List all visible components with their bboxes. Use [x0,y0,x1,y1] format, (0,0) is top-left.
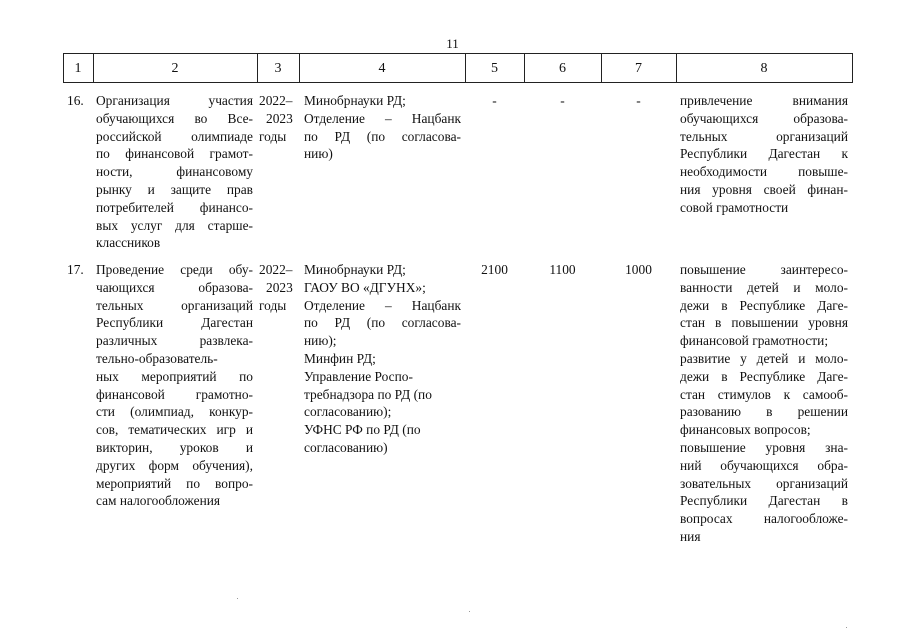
text-line: финансовой грамотности; [680,333,829,349]
text-line: повышение заинтересо- [680,262,848,277]
text-line: ванности детей и моло- [680,279,848,295]
text-line: Республики Дагестан к [680,146,848,162]
text-line: тельно-образователь- [96,350,218,366]
text-line: нию) [304,146,333,162]
row-number: 17. [67,262,84,277]
text-line: сов, тематических игр и [96,422,253,438]
column-header-2: 2 [171,61,179,76]
text-line: тельных организаций [96,297,253,313]
text-line: чающихся образова- [96,279,253,295]
text-line: Отделение – Нацбанк [304,110,461,126]
funding-total-cell: 1000 [625,262,652,277]
text-line: Республики Дагестан в [680,493,848,509]
text-line: 2023 [266,279,293,295]
period-cell [259,92,299,145]
text-line: требнадзора по РД (по [304,386,432,402]
text-line: Организация участия [96,93,253,108]
column-header-6: 6 [559,61,566,76]
text-line: повышение уровня зна- [680,439,848,455]
text-line: стан в повышении уровня [680,315,848,331]
executors-cell [304,261,461,457]
text-line: вых услуг для старше- [96,217,253,233]
event-name-cell [96,92,253,252]
table-top-border [63,53,852,54]
column-header-7: 7 [635,61,642,76]
text-line: дежи в Республике Даге- [680,297,848,313]
text-line: стан стимулов к самооб- [680,386,848,402]
scan-speck [846,627,847,628]
funding-2023-cell: 1100 [549,262,576,277]
text-line: викторин, уроков и [96,439,253,455]
text-line: классников [96,235,161,251]
text-line: УФНС РФ по РД (по [304,422,421,438]
text-line: необходимости повыше- [680,164,848,180]
funding-2022-cell: 2100 [481,262,508,277]
page-number: 11 [446,36,459,51]
text-line: Республики Дагестан [96,315,253,331]
scan-speck [237,598,238,599]
executors-cell [304,92,461,163]
row-number: 16. [67,93,84,108]
text-line: зовательных организаций [680,475,848,491]
expected-result-cell [680,261,848,546]
text-line: сти (олимпиад, конкур- [96,404,253,420]
text-line: сам налогообложения [96,493,221,509]
text-line: разованию в решении [680,404,848,420]
funding-2023-cell: - [560,93,565,108]
text-line: 2022– [259,93,293,108]
text-line: ния [680,528,701,544]
text-line: по РД (по согласова- [304,315,461,331]
text-line: ности, финансовому [96,164,253,180]
text-line: различных развлека- [96,333,253,349]
text-line: обучающихся во Все- [96,110,253,126]
text-line: совой грамотности [680,199,789,215]
text-line: Минобрнауки РД; [304,93,406,108]
text-line: нию); [304,333,337,349]
text-line: дежи в Республике Даге- [680,368,848,384]
text-line: обучающихся образова- [680,110,848,126]
scan-speck [469,611,470,612]
text-line: ГАОУ ВО «ДГУНХ»; [304,279,426,295]
text-line: Проведение среди обу- [96,262,253,277]
text-line: рынку и защите прав [96,181,253,197]
text-line: привлечение внимания [680,93,848,108]
expected-result-cell [680,92,848,217]
text-line: ний обучающихся обра- [680,457,848,473]
column-header-5: 5 [491,61,498,76]
column-header-1: 1 [74,61,82,76]
text-line: годы [259,128,287,144]
text-line: ных мероприятий по [96,368,253,384]
header-divider [852,53,853,83]
column-header-8: 8 [760,61,768,76]
text-line: потребителей финансо- [96,199,253,215]
event-name-cell [96,261,253,510]
text-line: Отделение – Нацбанк [304,297,461,313]
text-line: годы [259,297,287,313]
column-header-4: 4 [378,61,386,76]
text-line: финансовых вопросов; [680,422,811,438]
column-header-3: 3 [274,61,282,76]
text-line: финансовой грамотно- [96,386,253,402]
text-line: по финансовой грамот- [96,146,253,162]
text-line: других форм обучения), [96,457,253,473]
table-header-bottom-border [63,82,852,83]
text-line: тельных организаций [680,128,848,144]
text-line: Минобрнауки РД; [304,262,406,277]
text-line: развитие у детей и моло- [680,350,848,366]
text-line: российской олимпиаде [96,128,253,144]
funding-2022-cell: - [492,93,497,108]
period-cell [259,261,299,314]
text-line: по РД (по согласова- [304,128,461,144]
text-line: Минфин РД; [304,350,376,366]
text-line: вопросах налогообложе- [680,511,848,527]
text-line: 2023 [266,110,293,126]
text-line: согласованию); [304,404,392,420]
funding-total-cell: - [636,93,641,108]
text-line: мероприятий по вопро- [96,475,253,491]
text-line: согласованию) [304,439,388,455]
text-line: 2022– [259,262,293,277]
text-line: Управление Роспо- [304,368,413,384]
text-line: ния уровня своей финан- [680,181,848,197]
